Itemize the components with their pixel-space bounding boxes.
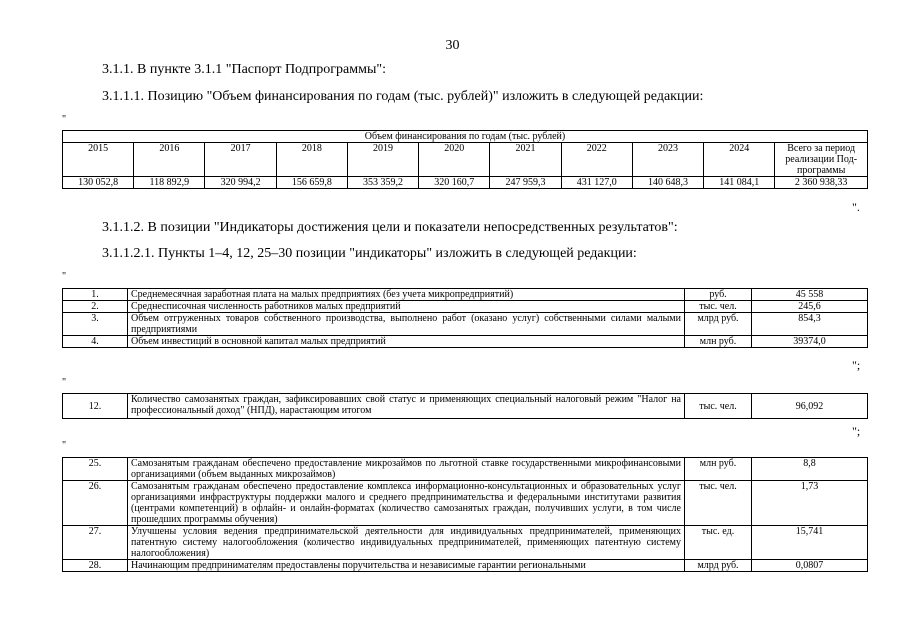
funding-value: 353 359,2 — [347, 177, 418, 189]
paragraph-3-1-1: 3.1.1. В пункте 3.1.1 "Паспорт Подпрограммы": — [102, 62, 386, 77]
row-text: Среднесписочная численность работников малых предприятий — [128, 301, 685, 313]
open-quote: " — [62, 271, 67, 282]
paragraph-3-1-1-1: 3.1.1.1. Позицию "Объем финансирования по годам (тыс. рублей)" изложить в следующей редакции: — [102, 89, 704, 104]
row-unit: млн руб. — [685, 458, 752, 481]
funding-year: 2019 — [347, 143, 418, 177]
table2-close-quote: "; — [852, 424, 861, 438]
row-number: 12. — [63, 394, 128, 419]
funding-year: 2020 — [419, 143, 490, 177]
page-number: 30 — [445, 38, 460, 53]
row-unit: тыс. чел. — [685, 481, 752, 526]
row-value: 854,3 — [752, 313, 868, 336]
indicators-table-3 — [62, 457, 868, 572]
row-number: 1. — [63, 289, 128, 301]
row-value: 39374,0 — [752, 336, 868, 348]
row-text: Улучшены условия ведения предпринимательской деятельности для индивидуальных предпринимателей, применяющих патентную систему налогообложения (количество индивидуальных предпринимателей, применяющих патентную систему налогообложения) — [128, 526, 685, 560]
funding-value: 118 892,9 — [134, 177, 205, 189]
paragraph-3-1-1-2: 3.1.1.2. В позиции "Индикаторы достижения цели и показатели непосредственных результатов": — [102, 220, 678, 235]
funding-year: 2022 — [561, 143, 632, 177]
table-row — [63, 560, 868, 572]
row-number: 25. — [63, 458, 128, 481]
row-value: 15,741 — [752, 526, 868, 560]
row-unit: млн руб. — [685, 336, 752, 348]
row-unit: тыс. чел. — [685, 301, 752, 313]
row-unit: тыс. ед. — [685, 526, 752, 560]
funding-year: 2016 — [134, 143, 205, 177]
open-quote: " — [62, 377, 67, 388]
funding-value: 156 659,8 — [276, 177, 347, 189]
funding-year: 2017 — [205, 143, 276, 177]
paragraph-3-1-1-2-1: 3.1.1.2.1. Пункты 1–4, 12, 25–30 позиции "индикаторы" изложить в следующей редакции: — [102, 246, 637, 261]
funding-value: 130 052,8 — [63, 177, 134, 189]
row-text: Самозанятым гражданам обеспечено предоставление комплекса информационно-консультационных и образовательных услуг организациями инфраструктуры поддержки малого и среднего предпринимательства и федеральными институтами развития (центрами компетенций) в офлайн- и онлайн-форматах (количество самозанятых граждан, получивших услуги, в том числе прошедших программы обучения) — [128, 481, 685, 526]
row-unit: руб. — [685, 289, 752, 301]
table-row — [63, 526, 868, 560]
row-number: 28. — [63, 560, 128, 572]
funding-values-row — [63, 177, 868, 189]
funding-table — [62, 130, 868, 189]
funding-value: 140 648,3 — [632, 177, 703, 189]
open-quote: " — [62, 440, 67, 451]
table-row — [63, 336, 868, 348]
funding-title: Объем финансирования по годам (тыс. рублей) — [63, 131, 868, 143]
row-value: 245,6 — [752, 301, 868, 313]
funding-year: 2015 — [63, 143, 134, 177]
funding-value: 320 160,7 — [419, 177, 490, 189]
row-number: 4. — [63, 336, 128, 348]
open-quote: " — [62, 114, 67, 125]
row-text: Самозанятым гражданам обеспечено предоставление микрозаймов по льготной ставке государственными микрофинансовыми организациями (объем выданных микрозаймов) — [128, 458, 685, 481]
row-unit: тыс. чел. — [685, 394, 752, 419]
row-number: 27. — [63, 526, 128, 560]
row-text: Объем отгруженных товаров собственного производства, выполнено работ (оказано услуг) собственными силами малыми предприятиями — [128, 313, 685, 336]
funding-year: 2018 — [276, 143, 347, 177]
table-row — [63, 394, 868, 419]
funding-header-row — [63, 143, 868, 177]
table-row — [63, 458, 868, 481]
row-value: 1,73 — [752, 481, 868, 526]
row-text: Объем инвестиций в основной капитал малых предприятий — [128, 336, 685, 348]
funding-value: 247 959,3 — [490, 177, 561, 189]
indicators-table-1 — [62, 288, 868, 348]
funding-year: 2021 — [490, 143, 561, 177]
funding-total-value: 2 360 938,33 — [775, 177, 868, 189]
row-text: Количество самозанятых граждан, зафиксировавших свой статус и применяющих специальный налоговый режим "Налог на профессиональный доход" (НПД), нарастающим итогом — [128, 394, 685, 419]
row-value: 8,8 — [752, 458, 868, 481]
row-number: 2. — [63, 301, 128, 313]
row-value: 0,0807 — [752, 560, 868, 572]
row-text: Начинающим предпринимателям предоставлены поручительства и независимые гарантии региональными — [128, 560, 685, 572]
row-number: 26. — [63, 481, 128, 526]
funding-value: 431 127,0 — [561, 177, 632, 189]
table-row — [63, 301, 868, 313]
funding-value: 141 084,1 — [704, 177, 775, 189]
row-unit: млрд руб. — [685, 313, 752, 336]
funding-year: 2024 — [704, 143, 775, 177]
table-row — [63, 313, 868, 336]
table-row — [63, 481, 868, 526]
indicators-table-2 — [62, 393, 868, 419]
funding-close-quote: ". — [852, 200, 860, 214]
funding-value: 320 994,2 — [205, 177, 276, 189]
row-number: 3. — [63, 313, 128, 336]
row-value: 45 558 — [752, 289, 868, 301]
row-unit: млрд руб. — [685, 560, 752, 572]
row-value: 96,092 — [752, 394, 868, 419]
table-row — [63, 289, 868, 301]
funding-year: 2023 — [632, 143, 703, 177]
funding-total-header: Всего за период реализации Под-программы — [775, 143, 868, 177]
row-text: Среднемесячная заработная плата на малых предприятиях (без учета микропредприятий) — [128, 289, 685, 301]
table1-close-quote: "; — [852, 358, 861, 372]
